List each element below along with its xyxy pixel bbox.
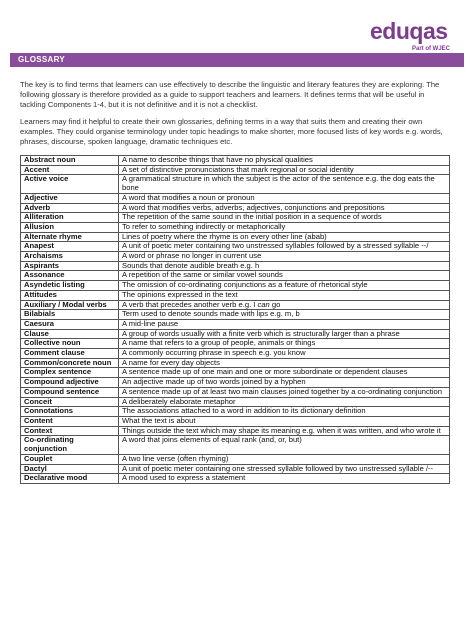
glossary-row <box>21 156 450 166</box>
glossary-definition: A sentence made up of one main and one or more subordinate or dependent clauses <box>119 368 450 378</box>
glossary-definition: A word that modifies verbs, adverbs, adjectives, conjunctions and prepositions <box>119 203 450 213</box>
glossary-definition: A grammatical structure in which the subject is the actor of the sentence e.g. the dog eats the bone <box>119 175 450 193</box>
glossary-term: Declarative mood <box>21 474 119 484</box>
glossary-term: Assonance <box>21 271 119 281</box>
glossary-term: Clause <box>21 329 119 339</box>
glossary-term: Aspirants <box>21 261 119 271</box>
glossary-definition: An adjective made up of two words joined by a hyphen <box>119 378 450 388</box>
glossary-row <box>21 193 450 203</box>
glossary-term: Alliteration <box>21 213 119 223</box>
glossary-term: Dactyl <box>21 464 119 474</box>
glossary-definition: A unit of poetic meter containing one stressed syllable followed by two unstressed syllable /-- <box>119 464 450 474</box>
definition-tail: go <box>269 299 281 309</box>
glossary-definition: The omission of co-ordinating conjunctions as a feature of rhetorical style <box>119 281 450 291</box>
glossary-term: Couplet <box>21 454 119 464</box>
glossary-term: Co-ordinating conjunction <box>21 436 119 454</box>
glossary-term: Compound sentence <box>21 387 119 397</box>
glossary-definition: A commonly occurring phrase in speech e.g. you know <box>119 349 450 359</box>
glossary-definition: What the text is about <box>119 416 450 426</box>
glossary-definition: A name to describe things that have no physical qualities <box>119 156 450 166</box>
glossary-definition: Lines of poetry where the rhyme is on every other line (abab) <box>119 232 450 242</box>
glossary-definition: A unit of poetic meter containing two unstressed syllables followed by a stressed syllable --/ <box>119 242 450 252</box>
glossary-definition: A sentence made up of at least two main clauses joined together by a co-ordinating conjunction <box>119 387 450 397</box>
glossary-term: Context <box>21 426 119 436</box>
glossary-definition: The associations attached to a word in addition to its dictionary definition <box>119 407 450 417</box>
intro-paragraph-1: The key is to find terms that learners can use effectively to describe the linguistic and literary features they are exploring. The following glossary is therefore provided as a guide to support teachers and learners. It defines terms that will be useful in tackling Components 1-4, but it is not definitive and it is not a checklist. <box>20 80 440 110</box>
glossary-term: Adverb <box>21 203 119 213</box>
section-title-banner: GLOSSARY <box>10 53 464 67</box>
glossary-definition: Term used to denote sounds made with lips e.g. m, b <box>119 310 450 320</box>
glossary-definition: Things outside the text which may shape its meaning e.g. when it was written, and who wrote it <box>119 426 450 436</box>
logo-wordmark: eduqas <box>370 18 448 44</box>
glossary-definition: A word that joins elements of equal rank (and, or, but) <box>119 436 450 454</box>
glossary-definition: To refer to something indirectly or metaphorically <box>119 222 450 232</box>
glossary-term: Archaisms <box>21 252 119 262</box>
glossary-term: Common/concrete noun <box>21 358 119 368</box>
glossary-term: Auxiliary / Modal verbs <box>21 300 119 310</box>
glossary-definition: A name that refers to a group of people, animals or things <box>119 339 450 349</box>
glossary-row <box>21 319 450 329</box>
glossary-row <box>21 416 450 426</box>
eduqas-logo <box>370 18 454 58</box>
glossary-definition: A mood used to express a statement <box>119 474 450 484</box>
glossary-term: Active voice <box>21 175 119 193</box>
glossary-definition: A name for every day objects <box>119 358 450 368</box>
glossary-row <box>21 349 450 359</box>
glossary-term: Comment clause <box>21 349 119 359</box>
logo-tagline: Part of WJEC <box>411 46 450 52</box>
glossary-row <box>21 175 450 193</box>
glossary-row <box>21 407 450 417</box>
glossary-row <box>21 310 450 320</box>
glossary-term: Complex sentence <box>21 368 119 378</box>
glossary-term: Abstract noun <box>21 156 119 166</box>
glossary-term: Alternate rhyme <box>21 232 119 242</box>
glossary-term: Conceit <box>21 397 119 407</box>
glossary-term: Collective noun <box>21 339 119 349</box>
glossary-definition: A repetition of the same or similar vowel sounds <box>119 271 450 281</box>
glossary-term: Attitudes <box>21 290 119 300</box>
definition-emphasis: can <box>257 299 270 309</box>
glossary-definition: A deliberately elaborate metaphor <box>119 397 450 407</box>
intro-paragraph-2: Learners may find it helpful to create their own glossaries, defining terms in a way that suits them and creating their own examples. They could organise terminology under topic headings to make shorter, more focused lists of key words e.g. words, phrases, discourse, spoken language, dramatic techniques etc. <box>20 117 443 147</box>
glossary-term: Compound adjective <box>21 378 119 388</box>
glossary-definition: Sounds that denote audible breath e.g. h <box>119 261 450 271</box>
glossary-term: Accent <box>21 165 119 175</box>
glossary-row <box>21 387 450 397</box>
glossary-row <box>21 252 450 262</box>
glossary-row <box>21 281 450 291</box>
glossary-term: Adjective <box>21 193 119 203</box>
glossary-definition: The opinions expressed in the text <box>119 290 450 300</box>
glossary-table <box>20 155 450 484</box>
glossary-definition: The repetition of the same sound in the initial position in a sequence of words <box>119 213 450 223</box>
definition-text: A verb that precedes another verb e.g. I <box>122 299 258 309</box>
glossary-definition: A word or phrase no longer in current use <box>119 252 450 262</box>
glossary-term: Asyndetic listing <box>21 281 119 291</box>
glossary-row <box>21 378 450 388</box>
glossary-row <box>21 436 450 454</box>
glossary-row <box>21 222 450 232</box>
glossary-definition: A set of distinctive pronunciations that mark regional or social identity <box>119 165 450 175</box>
glossary-definition: A two line verse (often rhyming) <box>119 454 450 464</box>
glossary-term: Allusion <box>21 222 119 232</box>
glossary-row <box>21 474 450 484</box>
glossary-definition: A word that modifies a noun or pronoun <box>119 193 450 203</box>
glossary-definition: A group of words usually with a finite verb which is structurally larger than a phrase <box>119 329 450 339</box>
glossary-row <box>21 454 450 464</box>
glossary-term: Bilabials <box>21 310 119 320</box>
glossary-definition: A mid-line pause <box>119 319 450 329</box>
glossary-term: Connotations <box>21 407 119 417</box>
glossary-row <box>21 213 450 223</box>
glossary-term: Content <box>21 416 119 426</box>
glossary-term: Caesura <box>21 319 119 329</box>
glossary-term: Anapest <box>21 242 119 252</box>
